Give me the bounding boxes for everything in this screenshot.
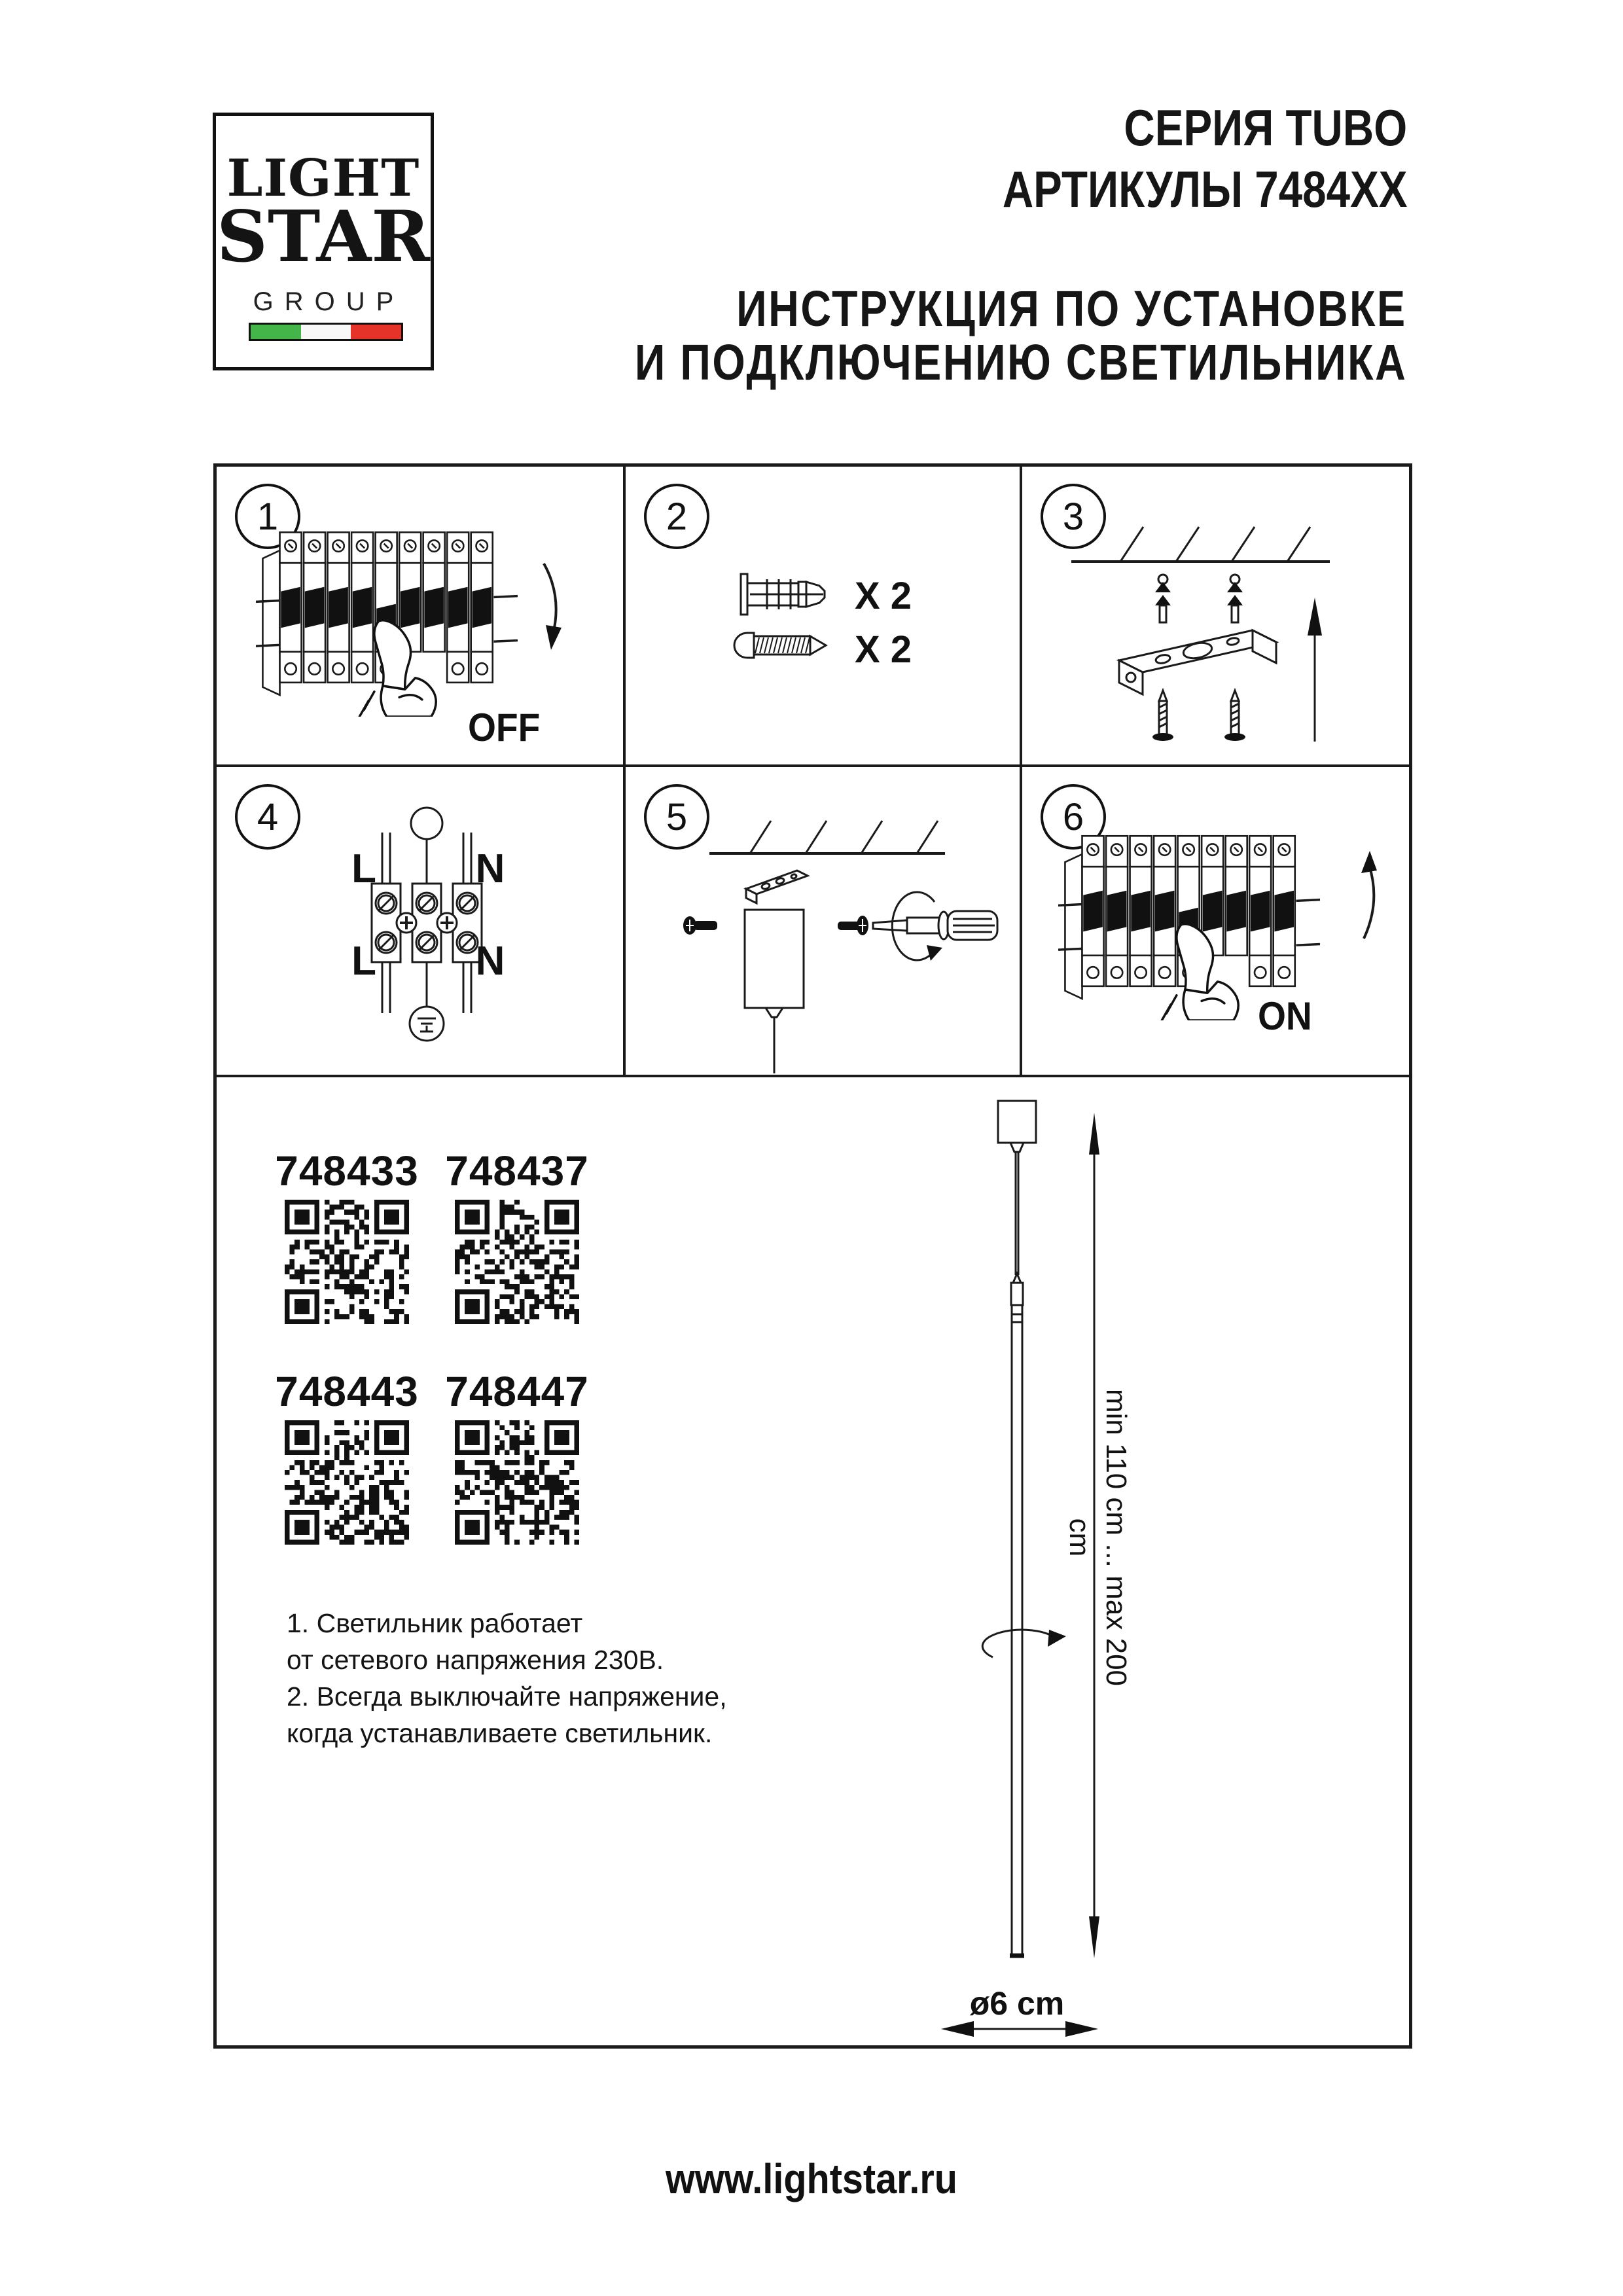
diameter-dimension-arrow [941, 2021, 1098, 2037]
step3-illustration [1022, 467, 1409, 764]
series-title: СЕРИЯ TUBO [1124, 99, 1407, 156]
neutral-label-top: N [475, 846, 505, 891]
instruction-title-line2: И ПОДКЛЮЧЕНИЮ СВЕТИЛЬНИКА [634, 334, 1407, 391]
mounting-bracket-icon [1119, 630, 1276, 694]
on-label: ON [1258, 994, 1312, 1038]
step-panel-1 [217, 467, 623, 764]
screw-icon [1224, 691, 1245, 741]
logo-word-group: GROUP [253, 287, 405, 316]
flag-green-segment [251, 325, 301, 339]
anchor-icon [1155, 575, 1171, 622]
dowel-quantity: X 2 [855, 575, 912, 617]
step-number: 5 [666, 795, 688, 838]
article-number: 748447 [445, 1368, 589, 1415]
italian-flag-bar [249, 323, 403, 341]
ceiling-icon [709, 821, 945, 853]
pendant-lamp-drawing [217, 1077, 1409, 2043]
website-url: www.lightstar.ru [666, 2155, 957, 2202]
step-number: 1 [257, 495, 279, 538]
step-panel-6 [1020, 764, 1409, 1075]
articles-title: АРТИКУЛЫ 7484XX [1002, 160, 1407, 218]
up-arrow-icon [1308, 598, 1322, 742]
step-number: 3 [1062, 495, 1084, 538]
arrow-down-icon [544, 564, 562, 650]
step1-illustration [217, 467, 623, 764]
step2-illustration [626, 467, 1020, 764]
step4-illustration [217, 767, 623, 1075]
step-number: 4 [257, 795, 279, 838]
screw-icon [734, 633, 826, 658]
step-panel-4 [217, 764, 623, 1075]
step-panel-2 [623, 467, 1020, 764]
note-line: 2. Всегда выключайте напряжение, [287, 1681, 727, 1712]
screw-quantity: X 2 [855, 628, 912, 671]
note-line: 1. Светильник работает [287, 1608, 583, 1638]
terminal-block-icon [372, 808, 482, 1041]
article-number: 748443 [275, 1368, 419, 1415]
line-label-top: L [351, 846, 376, 891]
ceiling-icon [1071, 527, 1330, 562]
step-panel-3 [1020, 467, 1409, 764]
line-label-bottom: L [351, 939, 376, 984]
height-range-label: min 110 cm ... max 200 cm [1063, 1388, 1132, 1687]
article-number: 748433 [275, 1147, 419, 1194]
rotation-arrow-icon [982, 1630, 1066, 1657]
arrow-up-icon [1361, 851, 1377, 939]
neutral-label-bottom: N [475, 939, 505, 984]
note-line: когда устанавливаете светильник. [287, 1718, 713, 1748]
off-label: OFF [468, 706, 541, 749]
lightstar-logo [213, 113, 434, 370]
screw-icon [683, 916, 717, 935]
article-number: 748437 [445, 1147, 589, 1194]
flag-white-segment [301, 325, 351, 339]
step-panel-5 [623, 764, 1020, 1075]
note-line: от сетевого напряжения 230В. [287, 1645, 664, 1675]
mounting-bracket-icon [746, 870, 808, 903]
screw-icon [1152, 691, 1173, 741]
dowel-icon [741, 574, 825, 615]
lamp-icon [998, 1101, 1036, 1956]
canopy-icon [745, 910, 804, 1073]
anchor-icon [1227, 575, 1243, 622]
flag-red-segment [351, 325, 401, 339]
step5-illustration [626, 767, 1020, 1075]
screw-icon [838, 916, 868, 935]
step-number: 2 [666, 495, 688, 538]
diameter-label: ø6 cm [969, 1985, 1065, 2022]
logo-word-star: STAR [216, 196, 430, 278]
step6-illustration [1022, 767, 1409, 1075]
instruction-title-line1: ИНСТРУКЦИЯ ПО УСТАНОВКЕ [736, 281, 1407, 337]
step-number: 6 [1062, 795, 1084, 838]
steps-grid [213, 463, 1412, 2049]
earth-symbol-icon [410, 1007, 444, 1041]
product-panel [217, 1075, 1409, 2043]
logo-word-light: LIGHT [226, 149, 420, 208]
